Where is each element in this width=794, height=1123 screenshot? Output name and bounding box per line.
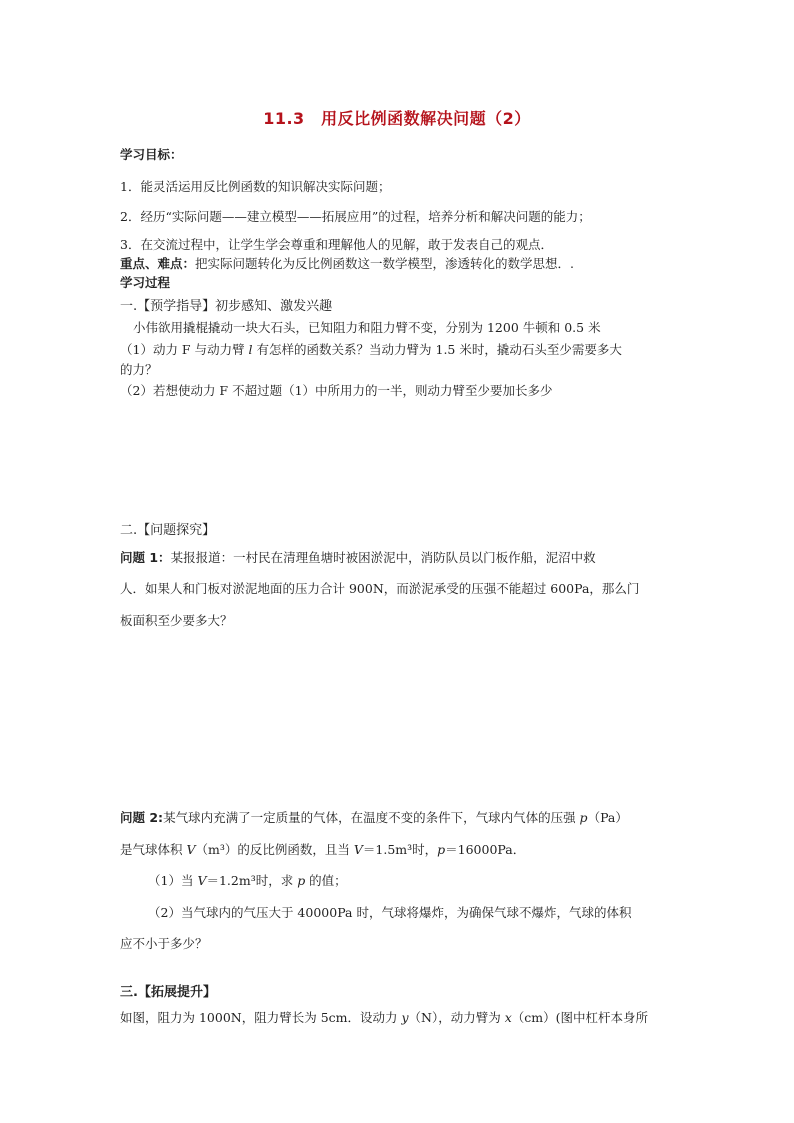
page-title: 11.3 用反比例函数解决问题（2）	[263, 109, 531, 128]
problem2-label: 问题 2:	[120, 810, 164, 825]
problem2-line2: 是气球体积 V（m³）的反比例函数，且当 V＝1.5m³时，p＝16000Pa．	[120, 842, 526, 857]
goal-item-3: 3．在交流过程中，让学生学会尊重和理解他人的见解，敢于发表自己的观点．	[120, 237, 553, 252]
problem2-q2-line1: （2）当气球内的气压大于 40000Pa 时，气球将爆炸，为确保气球不爆炸，气球的体积	[148, 905, 632, 920]
problem1-line2: 人．如果人和门板对淤泥地面的压力合计 900N，而淤泥承受的压强不能超过 600Pa，那么门	[120, 581, 640, 596]
problem1-line3: 板面积至少要多大？	[120, 613, 233, 628]
section1-heading: 一.【预学指导】初步感知、激发兴趣	[120, 299, 333, 314]
key-points-text: 把实际问题转化为反比例函数这一数学模型，渗透转化的数学思想．.	[195, 256, 574, 271]
process-heading: 学习过程	[120, 275, 171, 290]
goal-item-1: 1．能灵活运用反比例函数的知识解决实际问题；	[120, 179, 391, 194]
section3-heading: 三.【拓展提升】	[120, 985, 216, 1000]
section1-q1-line2: 的力？	[120, 362, 158, 377]
goal-item-2: 2．经历“实际问题——建立模型——拓展应用”的过程，培养分析和解决问题的能力；	[120, 209, 591, 224]
goals-heading: 学习目标：	[120, 147, 183, 162]
key-points	[120, 256, 574, 272]
problem2-line1: 问题 2:某气球内充满了一定质量的气体，在温度不变的条件下，气球内气体的压强 p（Pa）	[120, 810, 628, 825]
section1-intro: 小伟欲用撬棍撬动一块大石头，已知阻力和阻力臂不变，分别为 1200 牛顿和 0.5 米	[133, 320, 601, 335]
problem1-label: 问题 1：	[120, 550, 171, 565]
problem2-q1: （1）当 V＝1.2m³时，求 p 的值；	[148, 873, 347, 888]
key-points-label: 重点、难点：	[120, 256, 196, 271]
section2-heading: 二.【问题探究】	[120, 523, 216, 538]
section1-q2: （2）若想使动力 F 不超过题（1）中所用力的一半，则动力臂至少要加长多少	[120, 383, 553, 398]
section3-line: 如图，阻力为 1000N，阻力臂长为 5cm．设动力 y（N），动力臂为 x（cm）(图中杠杆本身所	[120, 1010, 649, 1025]
problem1-line1: 问题 1：某报报道：一村民在清理鱼塘时被困淤泥中，消防队员以门板作船，泥沼中救	[120, 550, 596, 565]
section1-q1-line1: （1）动力 F 与动力臂 l 有怎样的函数关系？当动力臂为 1.5 米时，撬动石头至少需要多大	[120, 342, 622, 357]
problem2-q2-line2: 应不小于多少？	[120, 936, 208, 951]
